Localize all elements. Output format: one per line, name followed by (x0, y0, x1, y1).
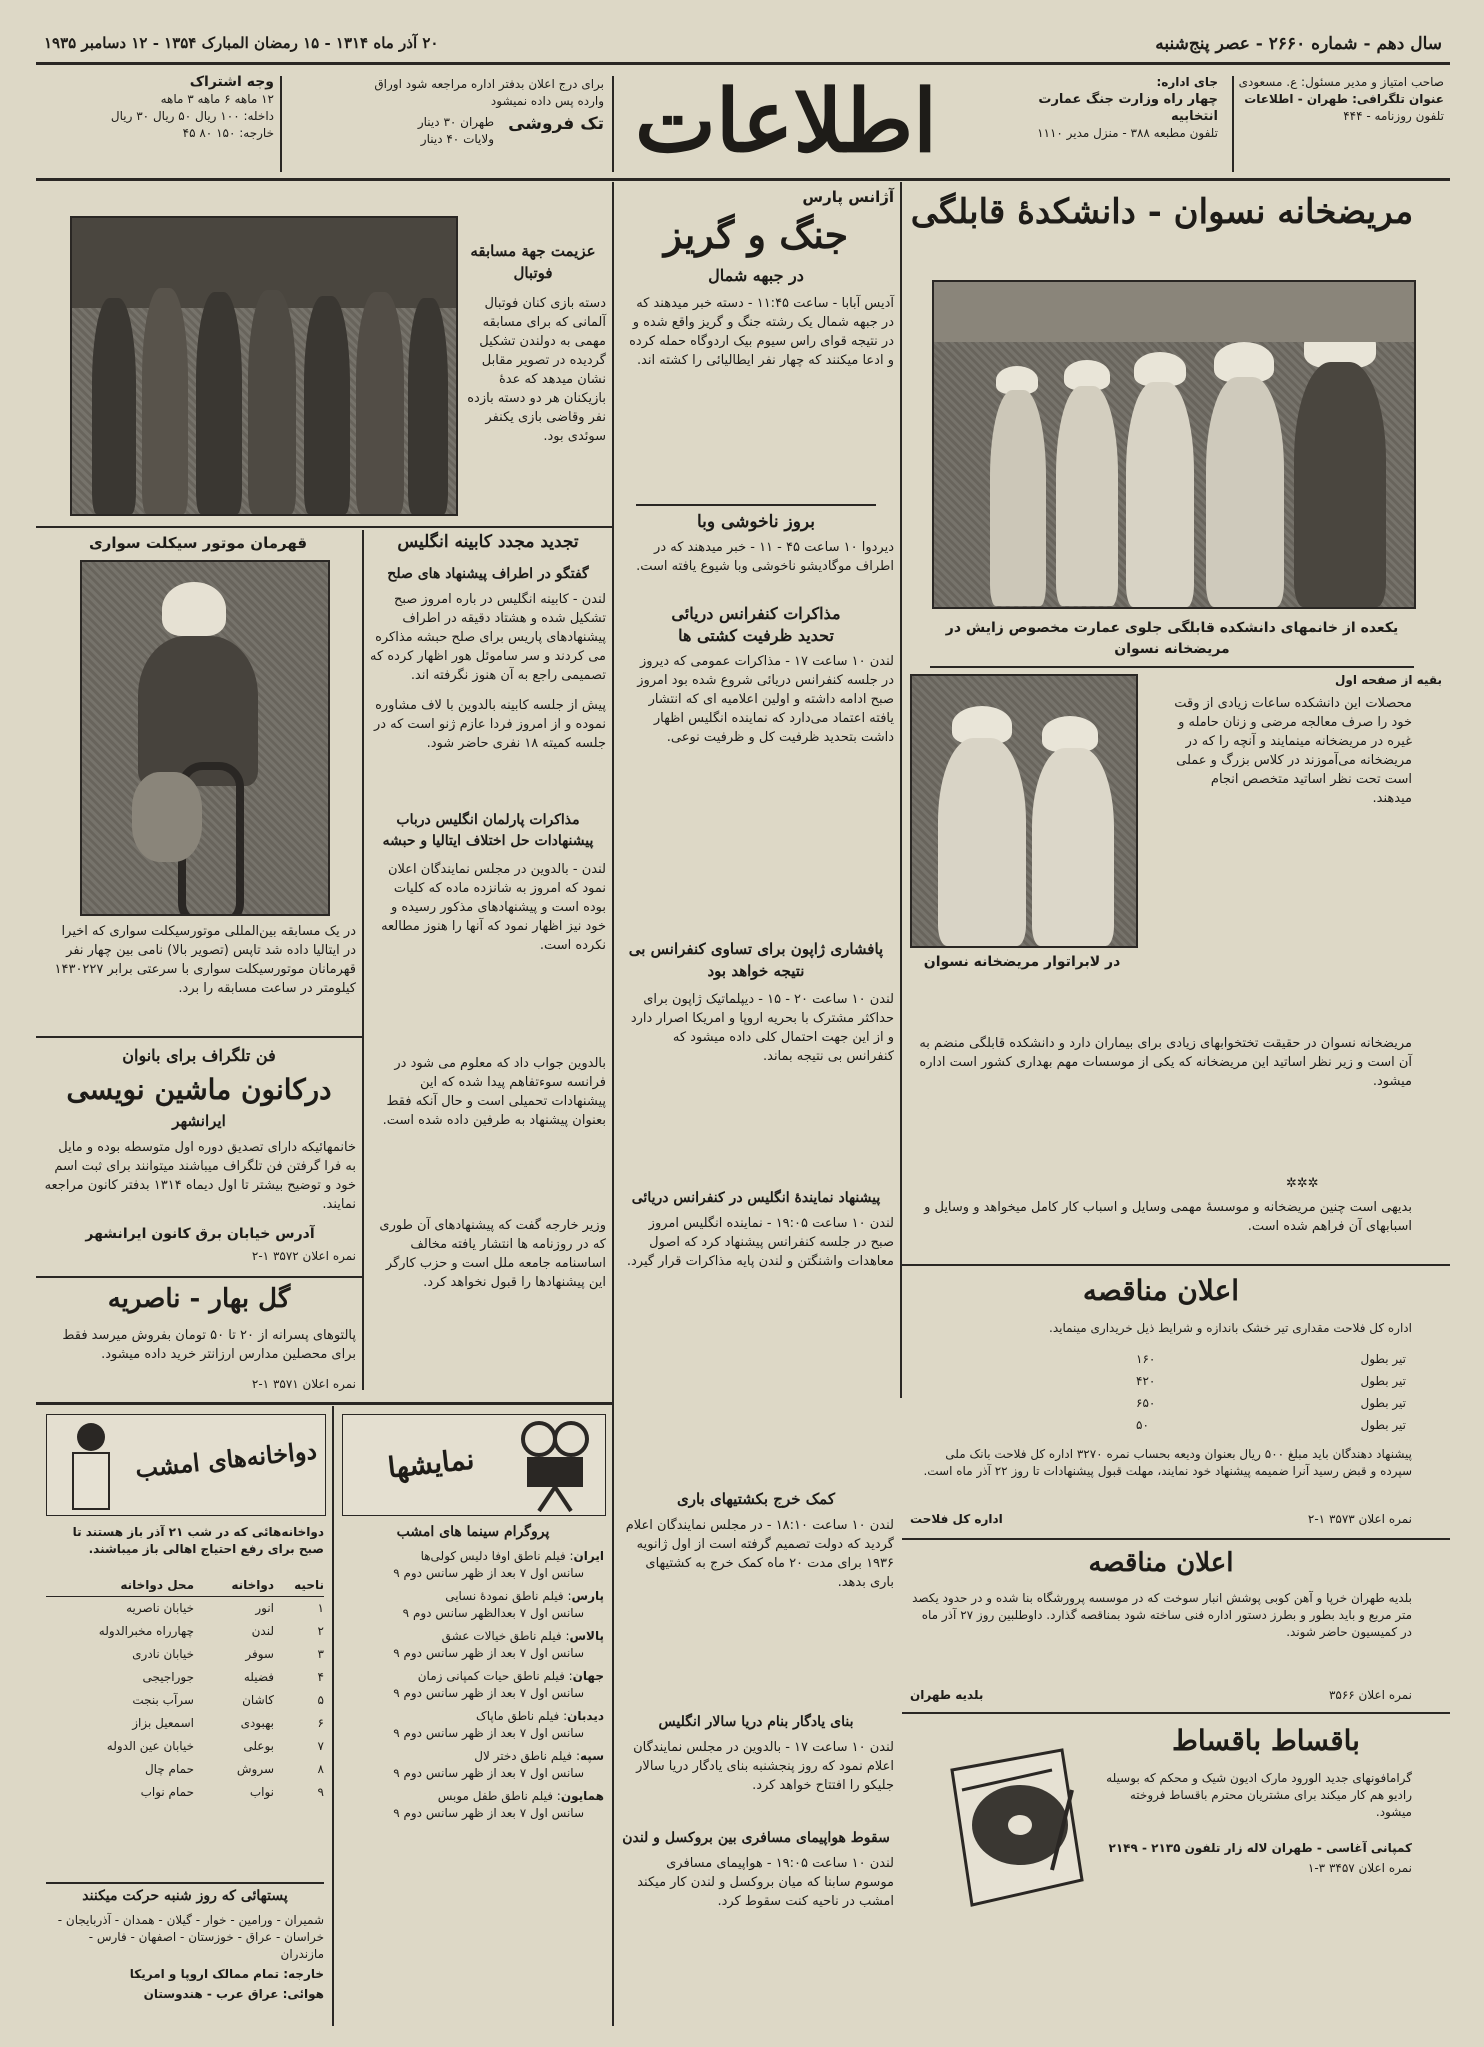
war-agency: آژانس پارس (802, 188, 894, 206)
war-body: آدیس آبابا - ساعت ۱۱:۴۵ - دسته خبر میدهند که در جبهه شمال یک رشته جنگ و گریز واقع شده و در نتیجه قوای راس سیوم بیک اردوگاه حمله کرده و ادعا میکنند که چهار نفر ایطالیائی را کشته اند. (629, 296, 894, 368)
cholera-title: بروز ناخوشی وبا (696, 512, 816, 532)
installments-title: باقساط باقساط (1172, 1724, 1360, 1757)
cabinet-body-5: وزیر خارجه گفت که پیشنهادهای آن طوری که در روزنامه ها انتشار یافته مخالف اساسنامه جامعه ملل است و حزب کارگر این پیشنهادها را قبول نخواهد کرد. (379, 1218, 606, 1290)
office-phone: تلفون مطبعه ۳۸۸ - منزل مدیر ۱۱۱۰ (1037, 126, 1218, 140)
motorcycle-caption: در یک مسابقه بین‌المللی موتورسیکلت سواری که اخیرا در ایتالیا داده شد تاپس (تصویر بالا) نامی بین چهار نفر قهرمانان موتورسیکلت سواری با سرعتی برابر ۱۴۳۰۲۲۷ کیلومتر در ساعت مسابقه را برد. (54, 924, 356, 996)
tender1-title: اعلان مناقصه (1082, 1274, 1240, 1307)
list-item: همایون: فیلم ناطق طفل موبس سانس اول ۷ بعد از ظهر سانس دوم ۹ (393, 1789, 604, 1820)
mail-air: هوائی: عراق عرب - هندوستان (143, 1987, 324, 2001)
office-label: جای اداره: (1156, 75, 1218, 89)
table-row: ۷ بوعلی خیابان عین الدوله (106, 1739, 324, 1753)
war-subtitle: در جبهه شمال (708, 266, 804, 285)
pharmacy-intro: دواخانه‌هائی که در شب ۲۱ آذر باز هستند تا صبح برای رفع احتیاج اهالی باز میباشند. (72, 1525, 324, 1556)
table-row: ۴ فضیله جوراجیجی (142, 1670, 324, 1684)
office-block (988, 74, 1218, 142)
crash-title: سقوط هواپیمای مسافری بین بروکسل و لندن (622, 1830, 890, 1846)
lead-body-2: مریضخانه نسوان در حقیقت تختخوابهای زیادی برای بیماران دارد و دانشکده قابلگی منضم به آن است و زیر نظر اساتید این مریضخانه که یکی از موسسات مهم بهداری کشور است اداره میشود. (919, 1036, 1412, 1089)
british-body: لندن ۱۰ ساعت ۱۹:۰۵ - نماینده انگلیس امروز صبح در جلسه کنفرانس پیشنهاد کرد که اصول معاهدات واشنگتن و لندن پایه مذاکرات قرار گیرد. (626, 1216, 894, 1269)
list-item: سپه: فیلم ناطق دختر لال سانس اول ۷ بعد از ظهر سانس دوم ۹ (393, 1749, 604, 1780)
japan-body: لندن ۱۰ ساعت ۲۰ - ۱۵ - دیپلماتیک ژاپون برای حداکثر مشترک با بحریه اروپا و امریکا اصرار دارد و از این جهت احتمال کلی داده میشود که کنفرانس بی نتیجه بماند. (630, 992, 894, 1064)
cabinet-sub-2: مذاکرات پارلمان انگلیس درباب پیشنهادات حل اختلاف ایتالیا و حبشه (382, 812, 594, 849)
tender1-intro: اداره کل فلاحت مقداری تیر خشک باندازه و شرایط ذیل خریداری مینماید. (1049, 1321, 1412, 1335)
cinema-banner (342, 1414, 606, 1516)
installments-adno: نمره اعلان ۳۴۵۷ ۳-۱ (1307, 1861, 1412, 1875)
single-copy-label: تک فروشی (508, 114, 604, 134)
lab-caption: در لابراتوار مریضخانه نسوان (923, 954, 1121, 970)
subscription-foreign: خارجه: ۱۵۰ ۸۰ ۴۵ (182, 126, 274, 140)
ad-note: برای درج اعلان بدفتر اداره مراجعه شود اوراق وارده پس داده نمیشود (374, 77, 604, 108)
table-row: ۳ سوفر خیابان نادری (132, 1647, 324, 1661)
table-row: ۹ نواب حمام نواب (140, 1785, 324, 1799)
typing-address: آدرس خیابان برق کانون ایرانشهر (85, 1226, 315, 1242)
pharmacist-icon (51, 1417, 131, 1513)
cabinet-title: تجدید مجدد کابینه انگلیس (397, 532, 579, 552)
single-copy (286, 114, 604, 148)
cabinet-body-2: پیش از جلسه کابینه بالدوین با لاف مشاوره نموده و از امروز فردا عازم ژنو است که در جلسه کمیته ۱۸ نفری حاضر شود. (373, 698, 606, 751)
installments-body: گرامافونهای جدید الورود مارک ادیون شیک و محکم که بوسیله رادیو هم کار میکند برای مشتریان محترم باقساط فروخته میشود. (1106, 1771, 1412, 1819)
film-camera-icon (509, 1417, 601, 1513)
cabinet-body-3: لندن - بالدوین در مجلس نمایندگان اعلان نمود که امروز به شانزده ماده که کلیات بوده است و پیشنهادهای مذکور رسیده و خود نیز اظهار نمود که آنها را هنوز مطالعه نکرده است. (381, 862, 606, 953)
subscription-periods: ۱۲ ماهه ۶ ماهه ۳ ماهه (160, 92, 274, 106)
col-name: دواخانه (231, 1578, 274, 1592)
table-row: ۱ انور خیابان ناصریه (126, 1601, 324, 1615)
table-row: ۸ سروش حمام چال (144, 1762, 324, 1776)
tender2-sign: بلدیه طهران (910, 1688, 984, 1702)
pharmacy-header-row (46, 1574, 324, 1597)
mail-body: شمیران - ورامین - خوار - گیلان - همدان - آذربایجان - خراسان - عراق - خوزستان - اصفهان - فارس - مازندران (57, 1913, 324, 1961)
naval-title: مذاکرات کنفرانس دریائی (671, 604, 841, 623)
lead-body-1: محصلات این دانشکده ساعات زیادی از وقت خود را صرف معالجه مرضی و زنان حامله و غیره در مریضخانه مینمایند و آنچه را که در مریضخانه می‌آموزند در کلاس بزرگ و عملی است تحت نظر اساتید متخصص انجام میدهند. (1174, 696, 1412, 806)
cinema-program: پروگرام سینما های امشب (396, 1524, 550, 1540)
fleet-title: کمک خرج بکشتیهای باری (677, 1490, 835, 1508)
tender2-adno: نمره اعلان ۳۵۶۶ (1328, 1688, 1412, 1702)
col-region: ناحیه (294, 1578, 324, 1592)
motorcycle-title: قهرمان موتور سیکلت سواری (88, 534, 308, 552)
british-title: پیشنهاد نمایندهٔ انگلیس در کنفرانس دریائی (631, 1190, 881, 1206)
golbahar-title: گل بهار - ناصریه (107, 1284, 291, 1314)
office-address: چهار راه وزارت جنگ عمارت انتخابیه (1038, 92, 1218, 124)
list-item: پارس: فیلم ناطق نمودهٔ نسایی سانس اول ۷ بعدالظهر سانس دوم ۹ (402, 1589, 604, 1620)
naval-subtitle: تحدید ظرفیت کشتی ها (678, 626, 834, 645)
football-title: عزیمت جهة مسابقه فوتبال (470, 242, 596, 282)
lead-photo (932, 280, 1416, 609)
owner-text: صاحب امتیاز و مدیر مسئول: ع. مسعودی (1238, 75, 1444, 89)
list-item: پالاس: فیلم ناطق خیالات عشق سانس اول ۷ بعد از ظهر سانس دوم ۹ (393, 1629, 604, 1660)
cabinet-sub-1: گفتگو در اطراف پیشنهاد های صلح (387, 566, 589, 582)
table-row: ۲ لندن چهارراه مخبرالدوله (98, 1624, 324, 1638)
table-row: تیر بطول ۶۵۰ (1136, 1396, 1406, 1410)
tender1-footer (910, 1512, 1412, 1526)
typing-adno: نمره اعلان ۳۵۷۲ ۱-۲ (251, 1249, 356, 1263)
naval-body: لندن ۱۰ ساعت ۱۷ - مذاکرات عمومی که دیروز در جلسه کنفرانس دریائی شروع شده بود امروز صبح ادامه داشته و اولین اعلامیه ای که انتشار یافته اعتماد می‌دارد که نماینده انگلیس اظهار داشت بتحدید ظرفیت کل و ظرفیت نوعی. (637, 654, 894, 745)
tender1-sign: اداره کل فلاحت (910, 1512, 1003, 1526)
lead-caption: یکعده از خانمهای دانشکده قابلگی جلوی عمارت مخصوص زایش در مریضخانه نسوان (945, 620, 1399, 657)
list-item: دیدبان: فیلم ناطق ماپاک سانس اول ۷ بعد از ظهر سانس دوم ۹ (393, 1709, 604, 1740)
lead-title: مریضخانه نسوان - دانشکدهٔ قابلگی (910, 192, 1414, 232)
list-item: جهان: فیلم ناطق حیات کمپانی زمان سانس اول ۷ بعد از ظهر سانس دوم ۹ (393, 1669, 604, 1700)
japan-title: پافشاری ژاپون برای تساوی کنفرانس بی نتیجه خواهد بود (628, 940, 884, 980)
tender2-footer (910, 1688, 1412, 1702)
football-body: دسته بازی کنان فوتبال آلمانی که برای مسابقه مهمی به دولندن تشکیل گردیده در تصویر مقابل نشان میدهد که عدهٔ بازیکنان هر دو دسته بازده نفر وقاضی بازی یکنفر سوئدی بود. (467, 296, 606, 444)
football-photo (70, 216, 458, 516)
cabinet-body-4: بالدوین جواب داد که معلوم می شود در فرانسه سوءتفاهم پیدا شده که این پیشنهادات تحمیلی است و حال آنکه فقط بعنوان پیشنهاد به طرفین داده شده است. (382, 1056, 606, 1128)
memorial-body: لندن ۱۰ ساعت ۱۷ - بالدوین در مجلس نمایندگان اعلام نمود که روز پنجشنبه بنای یادگار دریا سالار جلیکو را افتتاح خواهد کرد. (633, 1740, 894, 1793)
tender1-body: پیشنهاد دهندگان باید مبلغ ۵۰۰ ریال بعنوان ودیعه بحساب نمره ۳۲۷۰ اداره کل فلاحت بانک ملی سپرده و قبض رسید آنرا ضمیمه پیشنهاد خود نمایند، مهلت قبول پیشنهادات تا روز ۲۲ آذر ماه است. (923, 1447, 1412, 1478)
tender1-adno: نمره اعلان ۳۵۷۳ ۱-۲ (1307, 1512, 1412, 1526)
mail-foreign: خارجه: تمام ممالک اروپا و امریکا (129, 1967, 324, 1981)
pharmacy-table (46, 1574, 324, 1804)
telegraph-text: عنوان تلگرافی: طهران - اطلاعات (1244, 92, 1444, 106)
golbahar-adno: نمره اعلان ۳۵۷۱ ۱-۲ (251, 1377, 356, 1391)
typing-kicker: فن تلگراف برای بانوان (122, 1046, 276, 1065)
tender1-table (910, 1348, 1412, 1436)
single-provinces: ولایات ۴۰ دینار (420, 132, 494, 146)
masthead: اطلاعات (634, 71, 938, 172)
installments-company: کمپانی آغاسی - طهران لاله زار تلفون ۲۱۳۵ - ۲۱۴۹ (1108, 1841, 1412, 1855)
subscription-domestic: داخله: ۱۰۰ ریال ۵۰ ریال ۳۰ ریال (110, 109, 274, 123)
typing-sub: ایرانشهر (172, 1112, 226, 1130)
tender2-body: بلدیه طهران خرپا و آهن کوبی پوشش انبار سوخت که در موسسه پرورشگاه بنا شده و در حدود یکصد متر مربع و باید بطور و بطرز دستور اداره فنی ساخته شود بمناقصه گذارد. داوطلبین روز ۲۷ آذر ماه در کمیسیون حاضر شوند. (912, 1591, 1412, 1639)
cabinet-body-1: لندن - کابینه انگلیس در باره امروز صبح تشکیل شده و هشتاد دقیقه در اطراف پیشنهادهای پاریس برای صلح حبشه مذاکره می کردند و سر ساموئل هور اظهار کرده که تصمیمی راجع به آن هنوز نگرفته اند. (370, 592, 606, 683)
lead-continued: بقیه از صفحه اول (1334, 673, 1442, 687)
cinema-banner-title: نمایشها (386, 1442, 476, 1485)
table-row: تیر بطول ۱۶۰ (1136, 1352, 1406, 1366)
phone-text: تلفون روزنامه - ۴۴۴ (1343, 109, 1444, 123)
table-row: ۶ بهبودی اسمعیل بزاز (132, 1716, 324, 1730)
date-line: ۲۰ آذر ماه ۱۳۱۴ - ۱۵ رمضان المبارک ۱۳۵۴ - ۱۲ دسامبر ۱۹۳۵ (44, 34, 439, 52)
cinema-list (342, 1548, 604, 1828)
subscription-block (42, 74, 274, 142)
lead-body-3: بدیهی است چنین مریضخانه و موسسهٔ مهمی وسایل و اسباب کار کامل میخواهد و وسایل و اسبابهای آن فراهم شده است. (924, 1200, 1412, 1234)
single-tehran: طهران ۳۰ دینار (417, 115, 494, 129)
table-row: تیر بطول ۵۰ (1136, 1418, 1406, 1432)
owner-block (1234, 74, 1444, 125)
table-row: ۵ کاشان سرآب‌ بنجت (132, 1693, 324, 1707)
list-item: ایران: فیلم ناطق اوفا دلیس کولی‌ها سانس اول ۷ بعد از ظهر سانس دوم ۹ (393, 1549, 604, 1580)
memorial-title: بنای یادگار بنام دریا سالار انگلیس (658, 1714, 854, 1730)
lab-photo (910, 674, 1138, 948)
pharmacy-banner-title: دواخانه‌های امشب (133, 1435, 319, 1484)
typing-body: خانمهائیکه دارای تصدیق دوره اول متوسطه بوده و مایل به فرا گرفتن فن تلگراف میباشند میتوانند برای ثبت اسم خود و توضیح بیشتر تا اول دیماه ۱۳۱۴ بدفتر کانون مراجعه نمایند. (44, 1140, 356, 1212)
golbahar-body: پالتوهای پسرانه از ۲۰ تا ۵۰ تومان بفروش میرسد فقط برای محصلین مدارس ارزانتر خرید داده میشود. (62, 1328, 356, 1362)
subscription-title: وجه اشتراک (189, 74, 274, 90)
mail-title: پستهائی که روز شنبه حرکت میکنند (82, 1888, 288, 1904)
issue-line: سال دهم - شماره ۲۶۶۰ - عصر پنج‌شنبه (1155, 34, 1442, 54)
crash-body: لندن ۱۰ ساعت ۱۹:۰۵ - هواپیمای مسافری موسوم سابنا که میان بروکسل و لندن کار میکند امشب در ناحیه کنت سقوط کرد. (637, 1856, 894, 1909)
fleet-body: لندن ۱۰ ساعت ۱۸:۱۰ - در مجلس نمایندگان اعلام گردید که دولت تصمیم گرفته است از اول ژانویه ۱۹۳۶ برای مدت ۲۰ ماه کمک خرج به کشتیهای باری بدهد. (625, 1518, 894, 1590)
cholera-body: دیردوا ۱۰ ساعت ۴۵ - ۱۱ - خبر میدهند که در اطراف موگادیشو ناخوشی وبا شیوع یافته است. (636, 540, 894, 574)
pharmacy-banner (46, 1414, 326, 1516)
table-row: تیر بطول ۴۲۰ (1136, 1374, 1406, 1388)
col-place: محل دواخانه (120, 1578, 194, 1592)
tender2-title: اعلان مناقصه (1088, 1548, 1234, 1578)
war-title: جنگ و گریز (663, 212, 849, 257)
gramophone-icon (932, 1730, 1092, 1920)
lead-stars: ✲✲✲ (1286, 1176, 1319, 1191)
typing-title: درکانون ماشین نویسی (66, 1073, 332, 1106)
motorcycle-photo (80, 560, 330, 916)
